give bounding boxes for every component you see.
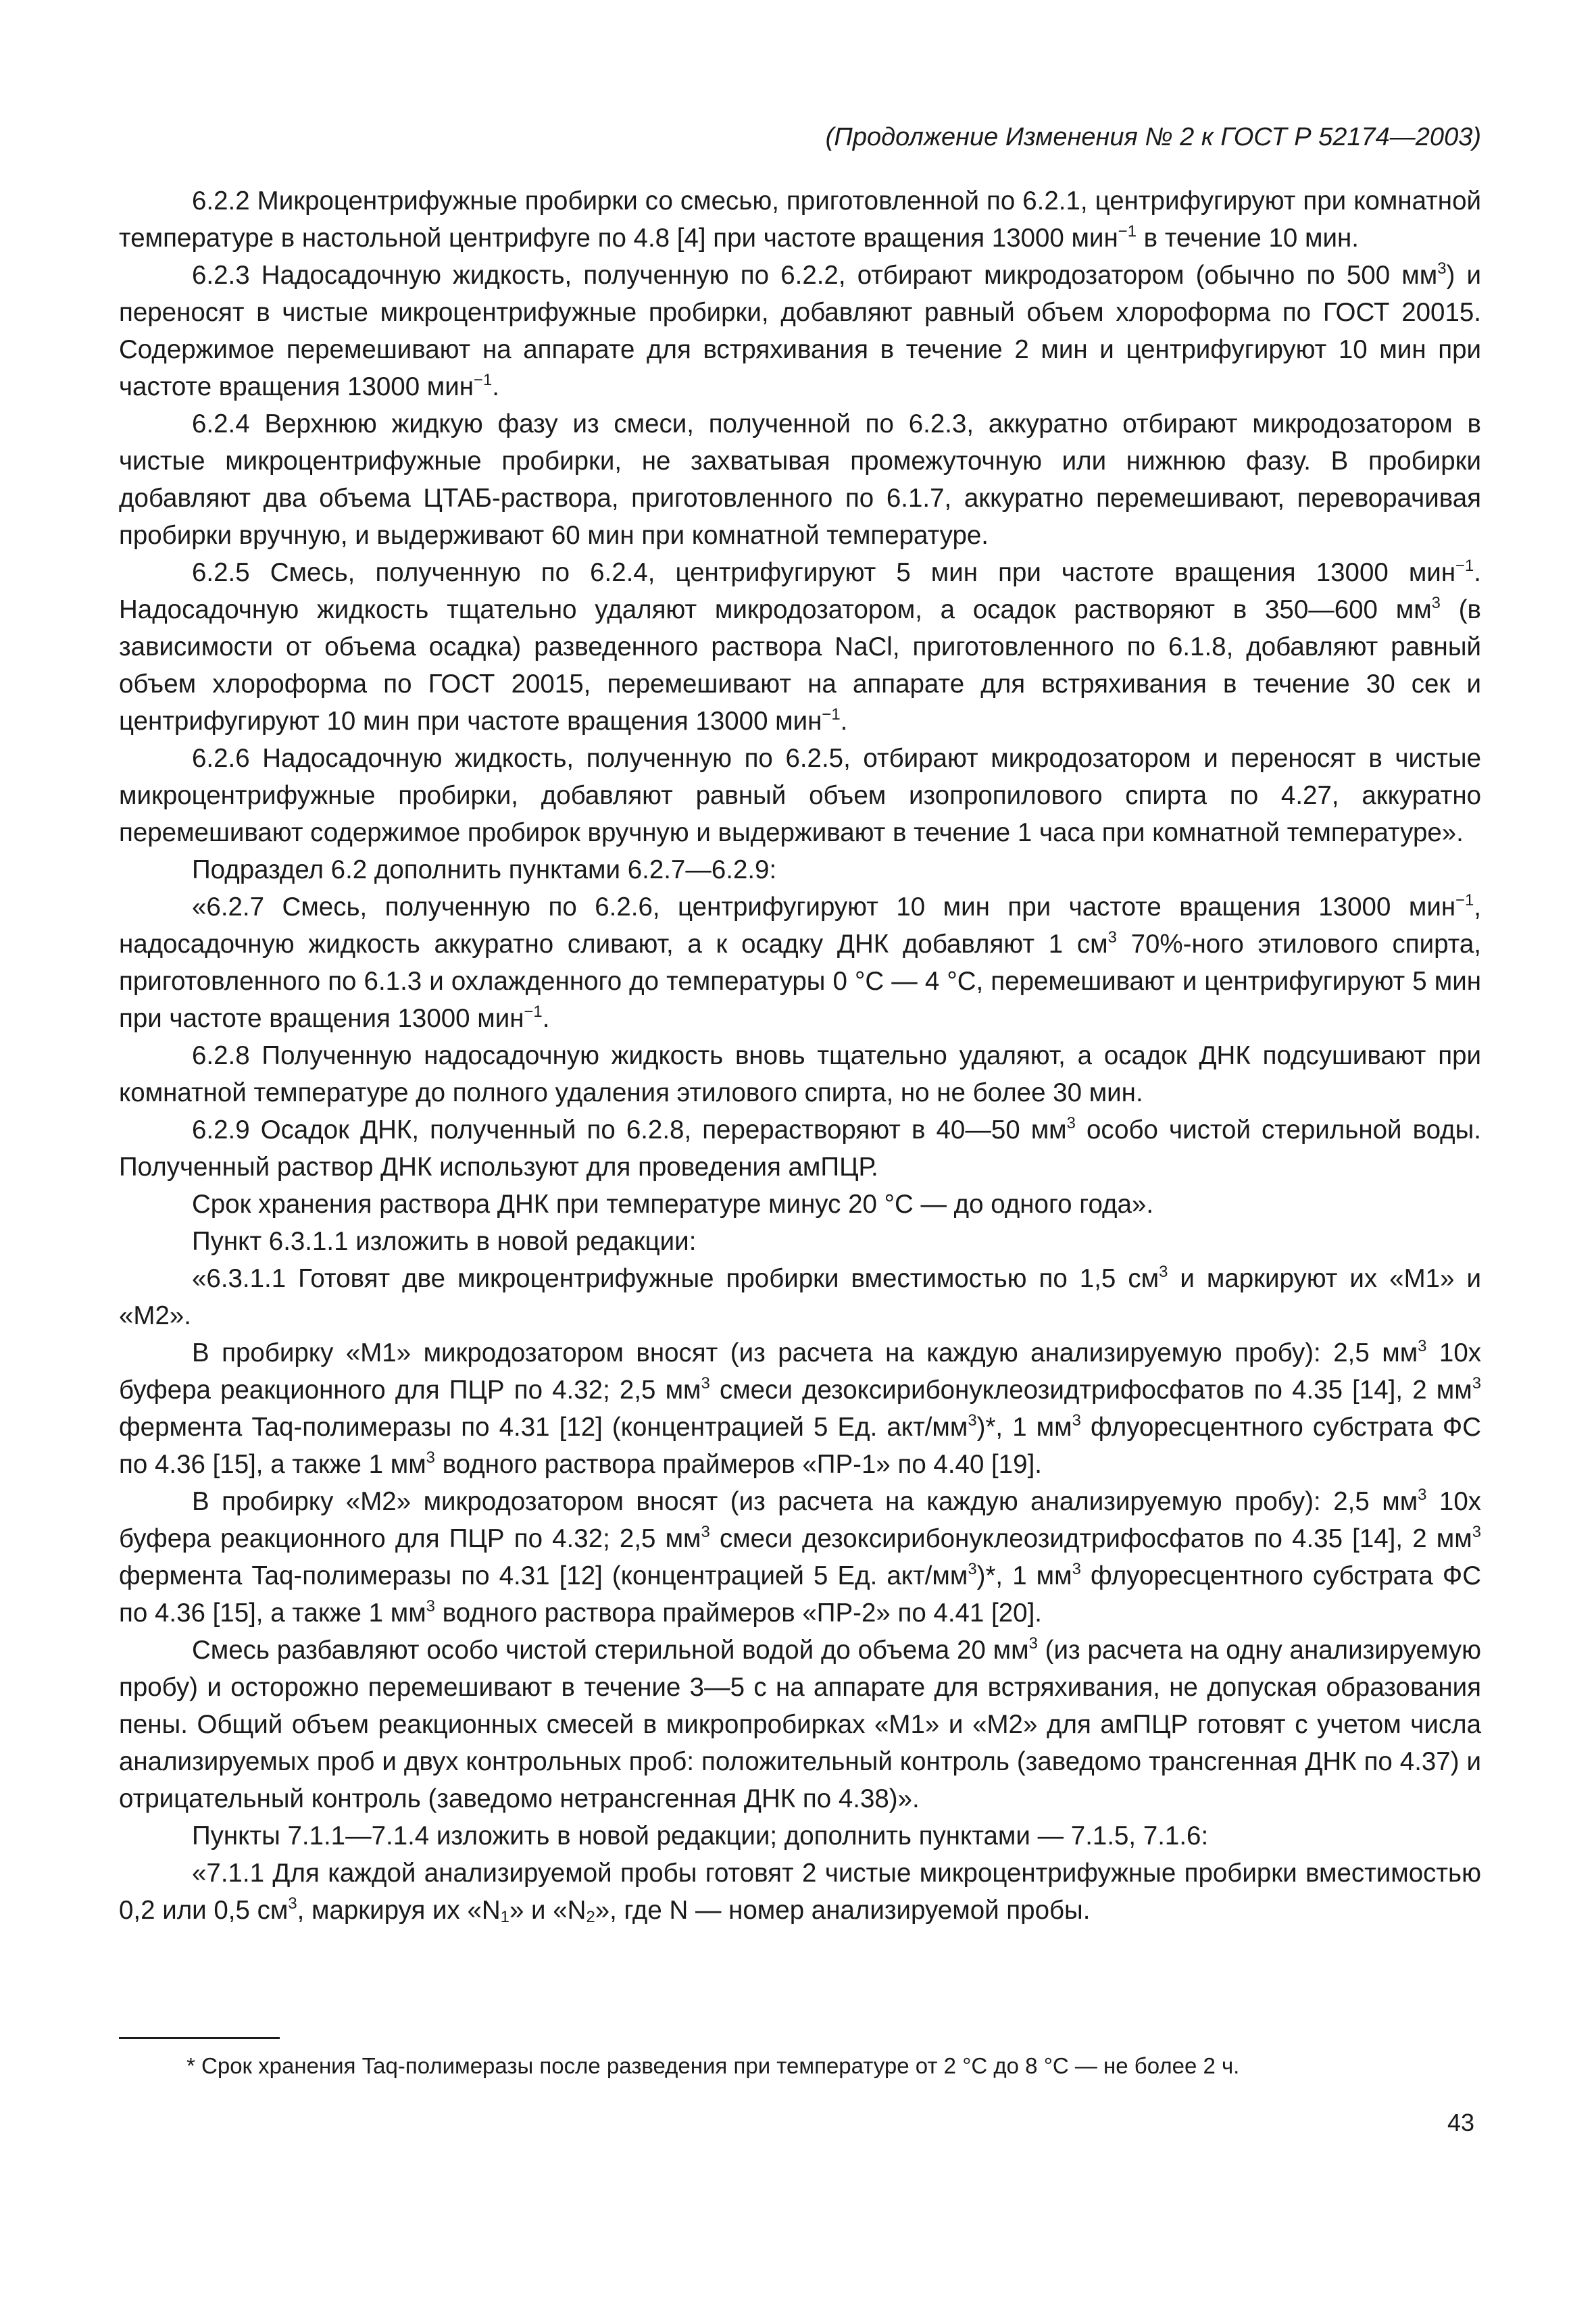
paragraph-6-2-3	[119, 257, 1481, 405]
paragraph-6-2-6: 6.2.6 Надосадочную жидкость, полученную по 6.2.5, отбирают микродозатором и переносят в чистые микроцентрифужные пробирки, добавляют равный объем изопропилового спирта по 4.27, аккуратно перемешивают содержимое пробирок вручную и выдерживают в течение 1 часа при комнатной температуре».	[119, 744, 1481, 847]
text-run: фермента Taq-полимеразы по 4.31 [12] (концентрацией 5 Ед. акт/мм	[119, 1413, 968, 1442]
paragraph-tube-m2	[119, 1483, 1481, 1632]
paragraph-subsection-6-2-note: Подраздел 6.2 дополнить пунктами 6.2.7—6.2.9:	[192, 855, 777, 884]
text-run: в течение 10 мин.	[1136, 224, 1359, 253]
superscript: 3	[1472, 1523, 1481, 1542]
superscript: 3	[968, 1411, 977, 1430]
footnote: * Срок хранения Taq-полимеразы после разведения при температуре от 2 °С до 8 °С — не более 2 ч.	[186, 2053, 1240, 2078]
superscript: 3	[1066, 1114, 1076, 1133]
text-run: (из расчета на одну анализируемую пробу) и осторожно перемешивают в течение 3—5 с на аппарате для встряхивания, не допуская образования пены. Общий объем реакционных смесей в микропробирках «М1» и «М2» для амПЦР готовят с учетом числа анализируемых проб и двух контрольных проб: положительный контроль (заведомо трансгенная ДНК по 4.37) и отрицательный контроль (заведомо нетрансгенная ДНК по 4.38)».	[119, 1636, 1481, 1813]
superscript: 3	[701, 1374, 710, 1393]
superscript: 3	[1437, 259, 1447, 278]
paragraph-6-2-5	[119, 554, 1481, 740]
text-run: )*, 1 мм	[976, 1413, 1072, 1442]
text-run: .	[542, 1004, 550, 1033]
text-run: В пробирку «М1» микродозатором вносят (из расчета на каждую анализируемую пробу): 2,5 мм	[192, 1338, 1418, 1367]
superscript: −1	[474, 371, 493, 390]
text-run: 10х буфера реакционного для ПЦР по 4.32; 2,5 мм	[119, 1338, 1482, 1405]
superscript: 3	[1072, 1560, 1081, 1579]
superscript: −1	[1455, 891, 1474, 910]
superscript: 3	[426, 1449, 435, 1467]
paragraph-6-2-8: 6.2.8 Полученную надосадочную жидкость вновь тщательно удаляют, а осадок ДНК подсушивают при комнатной температуре до полного удаления этилового спирта, но не более 30 мин.	[119, 1041, 1481, 1107]
text-run: 6.2.2 Микроцентрифужные пробирки со смесью, приготовленной по 6.2.1, центрифугируют при комнатной температуре в настольной центрифуге по 4.8 [4] при частоте вращения 13000 мин	[119, 186, 1481, 253]
text-run: Смесь разбавляют особо чистой стерильной водой до объема 20 мм	[192, 1636, 1029, 1665]
text-run: особо чистой стерильной воды. Полученный раствор ДНК используют для проведения амПЦР.	[119, 1115, 1481, 1182]
paragraph-6-2-9	[119, 1111, 1481, 1186]
text-run: », где N — номер анализируемой пробы.	[595, 1896, 1091, 1925]
text-run: . Надосадочную жидкость тщательно удаляют микродозатором, а осадок растворяют в 350—600 мм	[119, 558, 1481, 624]
footnote-divider	[119, 2037, 280, 2039]
text-run: и маркируют их «М1» и «М2».	[119, 1264, 1481, 1330]
superscript: 3	[1418, 1486, 1427, 1505]
text-run: «6.3.1.1 Готовят две микроцентрифужные пробирки вместимостью по 1,5 см	[192, 1264, 1159, 1293]
subscript: 2	[586, 1907, 595, 1926]
paragraph-6-2-4: 6.2.4 Верхнюю жидкую фазу из смеси, полученной по 6.2.3, аккуратно отбирают микродозатором в чистые микроцентрифужные пробирки, не захватывая промежуточную или нижнюю фазу. В пробирки добавляют два объема ЦТАБ-раствора, приготовленного по 6.1.7, аккуратно перемешивают, переворачивая пробирки вручную, и выдерживают 60 мин при комнатной температуре.	[119, 409, 1481, 550]
superscript: 3	[968, 1560, 977, 1579]
superscript: 3	[1472, 1374, 1481, 1393]
text-run: фермента Taq-полимеразы по 4.31 [12] (концентрацией 5 Ед. акт/мм	[119, 1561, 968, 1590]
text-run: , надосадочную жидкость аккуратно сливают, а к осадку ДНК добавляют 1 см	[119, 892, 1481, 959]
paragraph-6-3-1-1	[119, 1260, 1481, 1334]
superscript: −1	[1118, 222, 1137, 241]
superscript: 3	[288, 1894, 297, 1913]
text-run: .	[492, 372, 499, 401]
paragraph-6-2-7	[119, 888, 1481, 1037]
paragraph-item-6-3-1-1-note: Пункт 6.3.1.1 изложить в новой редакции:	[192, 1227, 697, 1256]
text-run: «6.2.7 Смесь, полученную по 6.2.6, центрифугируют 10 мин при частоте вращения 13000 мин	[192, 892, 1456, 922]
text-run: флуоресцентного субстрата ФС по 4.36 [15], а также 1 мм	[119, 1561, 1481, 1628]
text-run: ) и переносят в чистые микроцентрифужные пробирки, добавляют равный объем хлороформа по ГОСТ 20015. Содержимое перемешивают на аппарате для встряхивания в течение 2 мин и центрифугируют 10 мин при частоте вращения 13000 мин	[119, 261, 1481, 401]
page-number: 43	[1447, 2109, 1474, 2136]
paragraph-storage-term: Срок хранения раствора ДНК при температуре минус 20 °С — до одного года».	[192, 1190, 1154, 1219]
text-run: смеси дезоксирибонуклеозидтрифосфатов по 4.35 [14], 2 мм	[709, 1524, 1472, 1553]
text-run: (в зависимости от объема осадка) разведенного раствора NaCl, приготовленного по 6.1.8, добавляют равный объем хлороформа по ГОСТ 20015, перемешивают на аппарате для встряхивания в течение 30 сек и центрифугируют 10 мин при частоте вращения 13000 мин	[119, 595, 1481, 736]
text-run: смеси дезоксирибонуклеозидтрифосфатов по 4.35 [14], 2 мм	[709, 1376, 1472, 1405]
superscript: −1	[822, 705, 841, 724]
paragraph-items-7-1-note: Пункты 7.1.1—7.1.4 изложить в новой редакции; дополнить пунктами — 7.1.5, 7.1.6:	[192, 1821, 1209, 1851]
text-run: .	[840, 707, 848, 736]
text-run: флуоресцентного субстрата ФС по 4.36 [15], а также 1 мм	[119, 1413, 1481, 1479]
paragraph-mixture-dilution	[119, 1632, 1481, 1817]
paragraph-6-2-2	[119, 182, 1481, 257]
superscript: −1	[524, 1003, 543, 1022]
superscript: 3	[1418, 1337, 1427, 1356]
superscript: 3	[426, 1597, 435, 1616]
superscript: 3	[1028, 1634, 1038, 1653]
text-run: В пробирку «М2» микродозатором вносят (из расчета на каждую анализируемую пробу): 2,5 мм	[192, 1487, 1418, 1516]
text-run: 10х буфера реакционного для ПЦР по 4.32; 2,5 мм	[119, 1487, 1482, 1553]
text-run: 6.2.9 Осадок ДНК, полученный по 6.2.8, перерастворяют в 40—50 мм	[192, 1115, 1067, 1145]
superscript: 3	[1159, 1263, 1168, 1282]
text-run: 70%-ного этилового спирта, приготовленного по 6.1.3 и охлажденного до температуры 0 °С — 4 °С, перемешивают и центрифугируют 5 мин при частоте вращения 13000 мин	[119, 930, 1481, 1033]
superscript: 3	[1431, 594, 1441, 613]
text-run: , маркируя их «N	[297, 1896, 501, 1925]
superscript: 3	[701, 1523, 710, 1542]
text-run: 6.2.5 Смесь, полученную по 6.2.4, центрифугируют 5 мин при частоте вращения 13000 мин	[192, 558, 1456, 587]
text-run: 6.2.3 Надосадочную жидкость, полученную по 6.2.2, отбирают микродозатором (обычно по 500 мм	[192, 261, 1438, 290]
superscript: 3	[1072, 1411, 1081, 1430]
body-text	[119, 182, 1481, 1929]
text-run: водного раствора праймеров «ПР-2» по 4.41 [20].	[434, 1599, 1042, 1628]
running-header: (Продолжение Изменения № 2 к ГОСТ Р 52174—2003)	[825, 123, 1481, 151]
subscript: 1	[500, 1907, 509, 1926]
text-run: » и «N	[509, 1896, 587, 1925]
text-run: водного раствора праймеров «ПР-1» по 4.40 [19].	[434, 1450, 1042, 1479]
superscript: −1	[1455, 557, 1474, 576]
text-run: )*, 1 мм	[976, 1561, 1072, 1590]
paragraph-7-1-1	[119, 1855, 1481, 1929]
paragraph-tube-m1	[119, 1334, 1481, 1483]
superscript: 3	[1107, 928, 1117, 947]
text-run: «7.1.1 Для каждой анализируемой пробы готовят 2 чистые микроцентрифужные пробирки вместимостью 0,2 или 0,5 см	[119, 1859, 1481, 1925]
